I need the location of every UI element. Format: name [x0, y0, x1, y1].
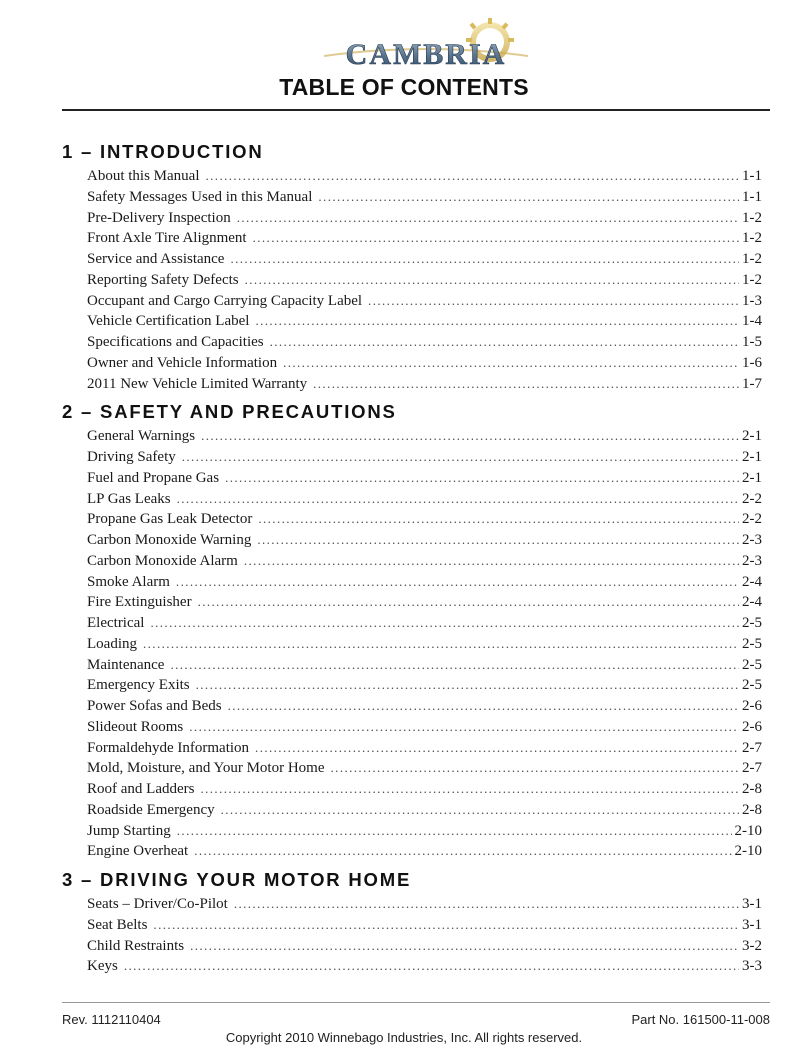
entry-page: 2-5	[742, 656, 762, 673]
dot-leader	[245, 270, 739, 291]
entry-page: 2-1	[742, 428, 762, 445]
section-entries	[62, 426, 762, 862]
entry-page: 2-3	[742, 552, 762, 569]
dot-leader	[177, 821, 732, 842]
entry-page: 2-10	[734, 822, 762, 839]
section-entries	[62, 894, 762, 977]
toc-entry[interactable]	[87, 758, 762, 779]
toc-entry[interactable]	[87, 613, 762, 634]
entry-page: 1-5	[742, 334, 762, 350]
entry-page: 3-2	[742, 937, 762, 954]
footer-divider	[62, 1002, 770, 1003]
dot-leader	[153, 915, 739, 936]
dot-leader	[182, 447, 739, 468]
entry-title: Roof and Ladders	[87, 781, 195, 797]
entry-title: Emergency Exits	[87, 677, 190, 694]
toc-entry[interactable]	[87, 915, 762, 936]
entry-page: 2-6	[742, 718, 762, 735]
toc-entry[interactable]	[87, 311, 762, 332]
entry-title: Seats – Driver/Co-Pilot	[87, 896, 228, 912]
dot-leader	[225, 468, 739, 489]
entry-title: Carbon Monoxide Warning	[87, 532, 252, 548]
toc-entry[interactable]	[87, 821, 762, 842]
entry-page: 2-4	[742, 573, 762, 590]
toc-entry[interactable]	[87, 696, 762, 717]
dot-leader	[368, 291, 739, 312]
dot-leader	[283, 353, 739, 374]
entry-title: Driving Safety	[87, 449, 176, 465]
toc-entry[interactable]	[87, 530, 762, 551]
entry-page: 1-3	[742, 292, 762, 309]
entry-title: Electrical	[87, 615, 145, 631]
entry-title: Service and Assistance	[87, 251, 225, 267]
entry-page: 3-1	[742, 916, 762, 933]
entry-title: Child Restraints	[87, 937, 185, 954]
entry-page: 2-2	[742, 490, 762, 507]
toc-entry[interactable]	[87, 572, 762, 593]
toc-entry[interactable]	[87, 551, 762, 572]
entry-title: Formaldehyde Information	[87, 739, 250, 756]
entry-title: General Warnings	[87, 428, 196, 445]
dot-leader	[234, 894, 739, 915]
dot-leader	[331, 758, 739, 779]
dot-leader	[196, 675, 739, 696]
toc-section-introduction	[62, 138, 762, 394]
entry-title: Seat Belts	[87, 916, 148, 933]
entry-page: 3-3	[742, 958, 762, 975]
dot-leader	[255, 738, 739, 759]
toc-entry[interactable]	[87, 332, 762, 353]
toc-entry[interactable]	[87, 249, 762, 270]
entry-title: Jump Starting	[87, 822, 171, 839]
entry-title: 2011 New Vehicle Limited Warranty	[87, 375, 308, 392]
dot-leader	[198, 592, 739, 613]
entry-title: Loading	[87, 635, 137, 652]
entry-page: 2-8	[742, 781, 762, 797]
entry-page: 2-2	[742, 511, 762, 528]
toc-entry[interactable]	[87, 489, 762, 510]
dot-leader	[313, 374, 739, 395]
dot-leader	[150, 613, 739, 634]
toc-entry[interactable]	[87, 353, 762, 374]
dot-leader	[200, 779, 739, 800]
toc-entry[interactable]	[87, 447, 762, 468]
entry-page: 1-4	[742, 313, 762, 330]
entry-title: Pre-Delivery Inspection	[87, 209, 231, 226]
entry-page: 2-10	[734, 843, 762, 860]
dot-leader	[189, 717, 739, 738]
toc-entry[interactable]	[87, 655, 762, 676]
toc-entry[interactable]	[87, 738, 762, 759]
entry-title: About this Manual	[87, 168, 200, 184]
toc-section-driving-your-motor-home	[62, 866, 762, 977]
toc-entry[interactable]	[87, 634, 762, 655]
entry-title: Occupant and Cargo Carrying Capacity Label	[87, 292, 363, 309]
title-divider	[62, 109, 770, 111]
entry-page: 1-2	[742, 251, 762, 267]
dot-leader	[318, 187, 739, 208]
entry-title: Carbon Monoxide Alarm	[87, 552, 238, 569]
entry-title: Front Axle Tire Alignment	[87, 230, 247, 247]
entry-title: Smoke Alarm	[87, 573, 170, 590]
entry-title: Owner and Vehicle Information	[87, 354, 278, 371]
entry-page: 1-2	[742, 230, 762, 247]
copyright-notice: Copyright 2010 Winnebago Industries, Inc. All rights reserved.	[225, 1030, 583, 1045]
toc-entry[interactable]	[87, 166, 762, 187]
dot-leader	[170, 655, 739, 676]
toc-entry[interactable]	[87, 841, 762, 862]
section-entries	[62, 166, 762, 394]
table-of-contents	[62, 138, 762, 981]
entry-title: Fuel and Propane Gas	[87, 469, 220, 486]
toc-entry[interactable]	[87, 426, 762, 447]
dot-leader	[270, 332, 739, 353]
revision-number: Rev. 1112110404	[62, 1012, 161, 1027]
dot-leader	[255, 311, 739, 332]
cambria-logo-graphic	[316, 16, 536, 74]
entry-page: 1-6	[742, 354, 762, 371]
toc-entry[interactable]	[87, 468, 762, 489]
entry-page: 1-1	[742, 188, 762, 205]
entry-title: Keys	[87, 958, 118, 975]
toc-entry[interactable]	[87, 592, 762, 613]
section-heading: 3 – DRIVING YOUR MOTOR HOME	[62, 869, 412, 890]
dot-leader	[258, 509, 739, 530]
entry-page: 2-8	[742, 801, 762, 818]
toc-entry[interactable]	[87, 228, 762, 249]
toc-entry[interactable]	[87, 509, 762, 530]
entry-title: Vehicle Certification Label	[87, 313, 250, 330]
toc-entry[interactable]	[87, 717, 762, 738]
entry-title: Propane Gas Leak Detector	[87, 511, 253, 528]
dot-leader	[206, 166, 740, 187]
entry-page: 2-6	[742, 698, 762, 714]
entry-page: 2-5	[742, 615, 762, 631]
entry-title: Reporting Safety Defects	[87, 271, 239, 288]
entry-page: 2-3	[742, 532, 762, 548]
dot-leader	[143, 634, 739, 655]
toc-entry[interactable]	[87, 374, 762, 395]
toc-entry[interactable]	[87, 208, 762, 229]
section-heading: 2 – SAFETY AND PRECAUTIONS	[62, 401, 397, 423]
section-heading: 1 – INTRODUCTION	[62, 141, 264, 162]
entry-page: 3-1	[742, 896, 762, 912]
toc-entry[interactable]	[87, 779, 762, 800]
dot-leader	[244, 551, 739, 572]
dot-leader	[230, 249, 739, 270]
toc-entry[interactable]	[87, 270, 762, 291]
dot-leader	[190, 936, 739, 957]
entry-title: Specifications and Capacities	[87, 334, 264, 350]
dot-leader	[237, 208, 739, 229]
entry-page: 2-5	[742, 677, 762, 694]
toc-entry[interactable]	[87, 675, 762, 696]
toc-entry[interactable]	[87, 894, 762, 915]
toc-entry[interactable]	[87, 936, 762, 957]
entry-page: 2-1	[742, 449, 762, 465]
logo-wordmark: CAMBRIA	[345, 38, 507, 71]
cambria-logo	[316, 16, 536, 74]
entry-page: 2-5	[742, 635, 762, 652]
dot-leader	[194, 841, 731, 862]
entry-title: Engine Overheat	[87, 843, 189, 860]
toc-entry[interactable]	[87, 800, 762, 821]
entry-title: Safety Messages Used in this Manual	[87, 188, 313, 205]
entry-title: LP Gas Leaks	[87, 490, 171, 507]
entry-title: Fire Extinguisher	[87, 594, 192, 611]
toc-entry[interactable]	[87, 956, 762, 977]
toc-entry[interactable]	[87, 187, 762, 208]
entry-page: 1-7	[742, 375, 762, 392]
toc-entry[interactable]	[87, 291, 762, 312]
dot-leader	[124, 956, 739, 977]
entry-title: Mold, Moisture, and Your Motor Home	[87, 760, 325, 777]
toc-section-safety-and-precautions	[62, 398, 762, 862]
part-number: Part No. 161500-11-008	[631, 1012, 770, 1027]
dot-leader	[228, 696, 739, 717]
entry-title: Roadside Emergency	[87, 801, 215, 818]
entry-page: 1-1	[742, 168, 762, 184]
entry-title: Power Sofas and Beds	[87, 698, 222, 714]
dot-leader	[257, 530, 739, 551]
dot-leader	[253, 228, 739, 249]
entry-page: 1-2	[742, 209, 762, 226]
dot-leader	[176, 572, 739, 593]
entry-title: Slideout Rooms	[87, 718, 184, 735]
dot-leader	[201, 426, 739, 447]
entry-page: 2-7	[742, 739, 762, 756]
entry-page: 1-2	[742, 271, 762, 288]
entry-page: 2-4	[742, 594, 762, 611]
dot-leader	[221, 800, 739, 821]
page-title: TABLE OF CONTENTS	[279, 74, 529, 100]
entry-page: 2-1	[742, 469, 762, 486]
entry-page: 2-7	[742, 760, 762, 777]
dot-leader	[177, 489, 739, 510]
entry-title: Maintenance	[87, 656, 165, 673]
